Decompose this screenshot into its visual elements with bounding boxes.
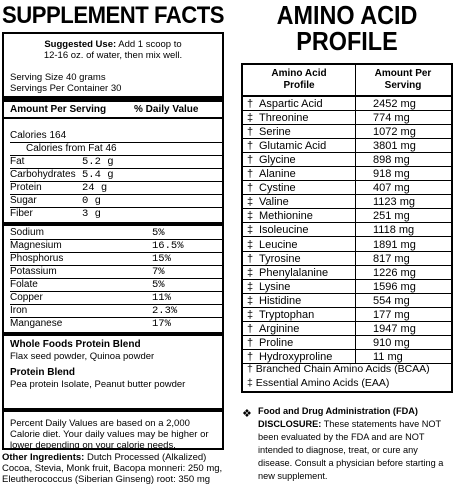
amino-name: Threonine	[259, 112, 309, 125]
amino-mark: †	[247, 126, 254, 139]
mineral-row	[10, 292, 222, 305]
amino-value: 11 mg	[373, 350, 403, 363]
suggested-use-label: Suggested Use:	[44, 39, 117, 50]
amino-row	[243, 195, 451, 209]
mineral-dv: 5%	[152, 279, 165, 291]
servings-per-container: Servings Per Container 30	[10, 83, 122, 94]
mineral-label: Copper	[10, 292, 43, 303]
section-divider	[4, 408, 222, 412]
mineral-dv: 11%	[152, 292, 171, 304]
amino-value: 1226 mg	[373, 266, 416, 279]
amino-name: Lysine	[259, 280, 291, 293]
amino-col-header-line1: Amino Acid	[271, 68, 327, 79]
mineral-label: Phosphorus	[10, 253, 64, 264]
amino-acid-title	[249, 2, 445, 54]
fda-text: These statements have NOT been evaluated by the FDA and are NOT intended to diagnose, treat, or cure any disease. Consult a physician before starting a new supplement.	[258, 419, 444, 481]
fda-label: DISCLOSURE:	[258, 419, 322, 429]
amino-mark: †	[247, 322, 254, 335]
amino-value: 1596 mg	[373, 280, 416, 293]
amino-row	[243, 350, 451, 364]
amino-row	[243, 238, 451, 252]
suggested-use-text2: 12-16 oz. of water, then mix well.	[43, 50, 183, 61]
mineral-row	[10, 318, 222, 330]
amino-mark: ‡	[247, 112, 254, 125]
amino-acid-table	[241, 63, 453, 393]
macro-label: Fiber	[10, 208, 33, 219]
amino-mark: ‡	[247, 210, 254, 223]
amino-title-line1: AMINO ACID	[276, 0, 418, 30]
amino-mark: ‡	[247, 224, 254, 237]
amino-col-header	[243, 68, 355, 92]
mineral-dv: 5%	[152, 227, 165, 239]
amount-per-serving-header: Amount Per Serving	[10, 104, 107, 115]
amino-name: Cystine	[259, 182, 296, 195]
amino-row	[243, 97, 451, 111]
serving-size: Serving Size 40 grams	[10, 72, 106, 83]
amino-mark: ‡	[247, 266, 254, 279]
amino-name: Alanine	[259, 168, 296, 181]
amino-row	[243, 252, 451, 266]
amino-row	[243, 280, 451, 294]
amino-name: Methionine	[259, 210, 313, 223]
amino-mark: †	[247, 98, 254, 110]
amino-row	[243, 223, 451, 237]
amino-value: 1118 mg	[373, 224, 415, 237]
amino-mark: ‡	[247, 280, 254, 293]
amino-mark: †	[247, 350, 254, 363]
amino-value: 2452 mg	[373, 98, 416, 110]
blend-text: Flax seed powder, Quinoa powder	[10, 351, 155, 362]
mineral-row	[10, 240, 222, 253]
amino-row	[243, 181, 451, 195]
amino-table-header	[243, 65, 451, 97]
suggested-use-text: Add 1 scoop to	[118, 39, 182, 50]
calories-row	[10, 130, 222, 143]
amino-name: Hydroxyproline	[259, 350, 333, 363]
amount-col-header	[355, 68, 451, 92]
amino-row	[243, 322, 451, 336]
supplement-facts-title: SUPPLEMENT FACTS	[2, 2, 225, 29]
amino-value: 554 mg	[373, 294, 410, 307]
section-divider	[4, 222, 222, 226]
amino-row	[243, 209, 451, 223]
mineral-row	[10, 266, 222, 279]
amino-value: 1072 mg	[373, 126, 416, 139]
amino-mark: †	[247, 336, 254, 349]
amino-row	[243, 308, 451, 322]
macro-row	[10, 208, 222, 220]
mineral-label: Folate	[10, 279, 38, 290]
amino-mark: †	[247, 182, 254, 195]
mineral-label: Potassium	[10, 266, 57, 277]
amino-name: Proline	[259, 336, 294, 349]
macro-amount: 0 g	[82, 195, 101, 207]
amino-name: Isoleucine	[259, 224, 309, 237]
macro-label: Protein	[10, 182, 42, 193]
blend-title: Whole Foods Protein Blend	[10, 339, 141, 350]
blend-title: Protein Blend	[10, 367, 76, 378]
amino-row	[243, 336, 451, 350]
mineral-dv: 16.5%	[152, 240, 184, 252]
section-divider	[4, 332, 222, 336]
macro-row	[10, 156, 222, 169]
amount-col-header-line2: Serving	[384, 80, 422, 91]
amino-value: 3801 mg	[373, 140, 416, 153]
amino-value: 1947 mg	[373, 322, 416, 335]
mineral-label: Magnesium	[10, 240, 62, 251]
daily-value-header: % Daily Value	[134, 104, 199, 115]
amino-name: Tryptophan	[259, 308, 315, 321]
macro-row	[10, 182, 222, 195]
amino-value: 918 mg	[373, 168, 410, 181]
mineral-row	[10, 253, 222, 266]
amino-name: Serine	[259, 126, 291, 139]
mineral-dv: 15%	[152, 253, 171, 265]
mineral-label: Manganese	[10, 318, 63, 329]
amount-header	[4, 96, 222, 119]
amino-value: 910 mg	[373, 336, 410, 349]
amino-name: Tyrosine	[259, 252, 301, 265]
mineral-row	[10, 279, 222, 292]
daily-value-footnote: Percent Daily Values are based on a 2,000 Calorie diet. Your daily values may be higher or lower depending on your calorie needs.	[10, 418, 209, 451]
macro-label: Sugar	[10, 195, 37, 206]
amino-mark: ‡	[247, 196, 254, 209]
amino-mark: †	[247, 140, 254, 153]
amino-value: 251 mg	[373, 210, 410, 223]
amino-row	[243, 139, 451, 153]
serving-info	[10, 72, 121, 94]
amino-mark: †	[247, 252, 254, 265]
bcaa-legend: † Branched Chain Amino Acids (BCAA)	[247, 363, 430, 375]
macro-label: Fat	[10, 156, 25, 167]
other-ingredients-text: Dutch Processed (Alkalized) Cocoa, Stevia, Monk fruit, Bacopa monneri: 250 mg, Eleutherococcus (Siberian Ginseng) root: 350 mg	[2, 452, 223, 485]
amino-value: 817 mg	[373, 252, 410, 265]
amino-name: Phenylalanine	[259, 266, 329, 279]
amino-name: Histidine	[259, 294, 302, 307]
amino-mark: †	[247, 154, 254, 167]
amino-row	[243, 167, 451, 181]
macro-amount: 5.4 g	[82, 169, 114, 181]
mineral-row	[10, 227, 222, 240]
amino-name: Glutamic Acid	[259, 140, 327, 153]
amino-row	[243, 294, 451, 308]
amino-value: 407 mg	[373, 182, 410, 195]
calories: Calories 164	[10, 130, 67, 141]
amino-value: 1891 mg	[373, 238, 416, 251]
mineral-dv: 2.3%	[152, 305, 178, 317]
amino-name: Arginine	[259, 322, 300, 335]
amino-value: 774 mg	[373, 112, 410, 125]
macro-label: Carbohydrates	[10, 169, 76, 180]
macro-amount: 3 g	[82, 208, 101, 220]
fda-disclosure	[258, 405, 454, 483]
macro-row	[10, 195, 222, 208]
blend-text: Pea protein Isolate, Peanut butter powder	[10, 379, 186, 390]
amino-mark: ‡	[247, 294, 254, 307]
amino-row	[243, 266, 451, 280]
amino-row	[243, 153, 451, 167]
amino-mark: ‡	[247, 238, 254, 251]
mineral-row	[10, 305, 222, 318]
amino-value: 177 mg	[373, 308, 410, 321]
amino-name: Aspartic Acid	[259, 98, 323, 110]
other-ingredients	[2, 452, 226, 485]
amino-name: Leucine	[259, 238, 298, 251]
diamond-bullet-icon: ❖	[242, 408, 252, 420]
amino-value: 1123 mg	[373, 196, 415, 209]
suggested-use	[4, 39, 222, 61]
calories-fat-row	[10, 143, 222, 156]
mineral-dv: 17%	[152, 318, 171, 330]
macro-amount: 5.2 g	[82, 156, 114, 168]
calories-from-fat: Calories from Fat 46	[26, 143, 117, 154]
amino-mark: ‡	[247, 308, 254, 321]
eaa-legend: ‡ Essential Amino Acids (EAA)	[247, 377, 390, 389]
amino-title-line2: PROFILE	[296, 26, 398, 56]
amino-mark: †	[247, 168, 254, 181]
amino-value: 898 mg	[373, 154, 410, 167]
amino-row	[243, 125, 451, 139]
macro-amount: 24 g	[82, 182, 108, 194]
mineral-label: Iron	[10, 305, 28, 316]
other-ingredients-label: Other Ingredients:	[2, 452, 85, 463]
amount-col-header-line1: Amount Per	[374, 68, 432, 79]
amino-name: Glycine	[259, 154, 296, 167]
amino-col-header-line2: Profile	[283, 80, 315, 91]
mineral-dv: 7%	[152, 266, 165, 278]
macro-row	[10, 169, 222, 182]
mineral-label: Sodium	[10, 227, 44, 238]
amino-row	[243, 111, 451, 125]
fda-title: Food and Drug Administration (FDA)	[258, 406, 418, 416]
amino-name: Valine	[259, 196, 289, 209]
supplement-facts-panel	[2, 32, 224, 450]
